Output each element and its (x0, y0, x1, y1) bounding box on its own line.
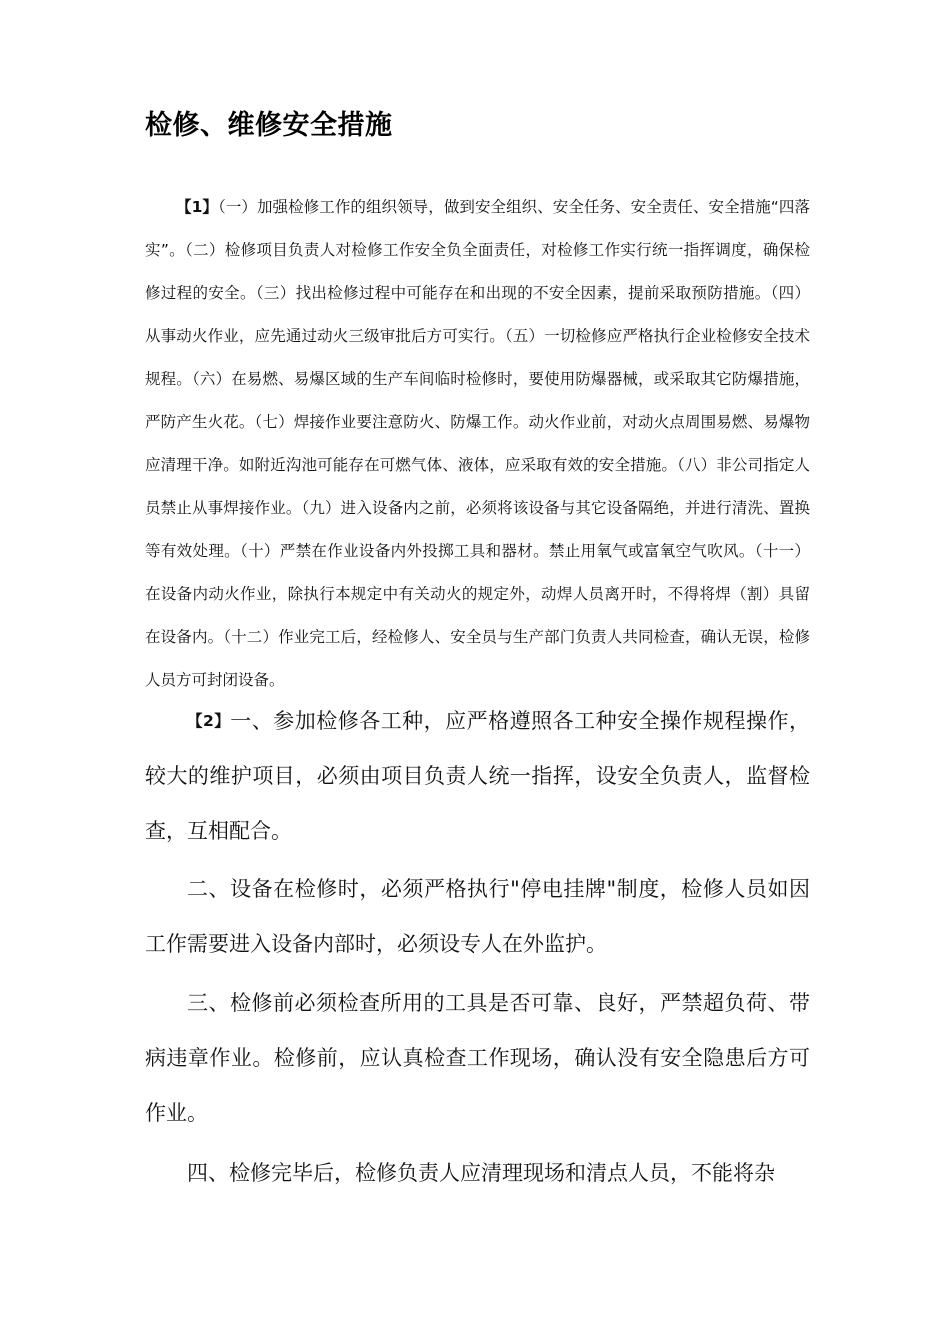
document-title: 检修、维修安全措施 (145, 110, 393, 141)
section-1-text: （一）加强检修工作的组织领导，做到安全组织、安全任务、安全责任、安全措施“四落实”。（二）检修项目负责人对检修工作安全负全面责任，对检修工作实行统一指挥调度，确保检修过程的安全。（三）找出检修过程中可能存在和出现的不安全因素，提前采取预防措施。（四）从事动火作业，应先通过动火三级审批后方可实行。（五）一切检修应严格执行企业检修安全技术规程。（六）在易燃、易爆区域的生产车间临时检修时，要使用防爆器械，或采取其它防爆措施，严防产生火花。（七）焊接作业要注意防火、防爆工作。动火作业前，对动火点周围易燃、易爆物应清理干净。如附近沟池可能存在可燃气体、液体，应采取有效的安全措施。（八）非公司指定人员禁止从事焊接作业。（九）进入设备内之前，必须将该设备与其它设备隔绝，并进行清洗、置换等有效处理。（十）严禁在作业设备内外投掷工具和器材。禁止用氧气或富氧空气吹风。（十一）在设备内动火作业，除执行本规定中有关动火的规定外，动焊人员离开时，不得将焊（割）具留在设备内。（十二）作业完工后，经检修人、安全员与生产部门负责人共同检查，确认无误，检修人员方可封闭设备。 (145, 198, 810, 689)
section-2-item-3-paragraph: 三、检修前必须检查所用的工具是否可靠、良好，严禁超负荷、带病违章作业。检修前，应认真检查工作现场，确认没有安全隐患后方可作业。 (145, 991, 810, 1125)
section-2-item-2-paragraph: 二、设备在检修时，必须严格执行"停电挂牌"制度，检修人员如因工作需要进入设备内部时，必须设专人在外监护。 (145, 877, 810, 956)
section-2-marker: 【2】 (187, 712, 231, 730)
section-2-item-1-text: 一、参加检修各工种，应严格遵照各工种安全操作规程操作，较大的维护项目，必须由项目负责人统一指挥，设安全负责人，监督检查，互相配合。 (145, 709, 810, 843)
section-1-paragraph (145, 186, 810, 702)
section-2-item-1-paragraph (145, 694, 810, 859)
section-1-marker: 【1】 (176, 198, 218, 216)
section-2-item-4-paragraph: 四、检修完毕后，检修负责人应清理现场和清点人员，不能将杂 (187, 1161, 775, 1185)
